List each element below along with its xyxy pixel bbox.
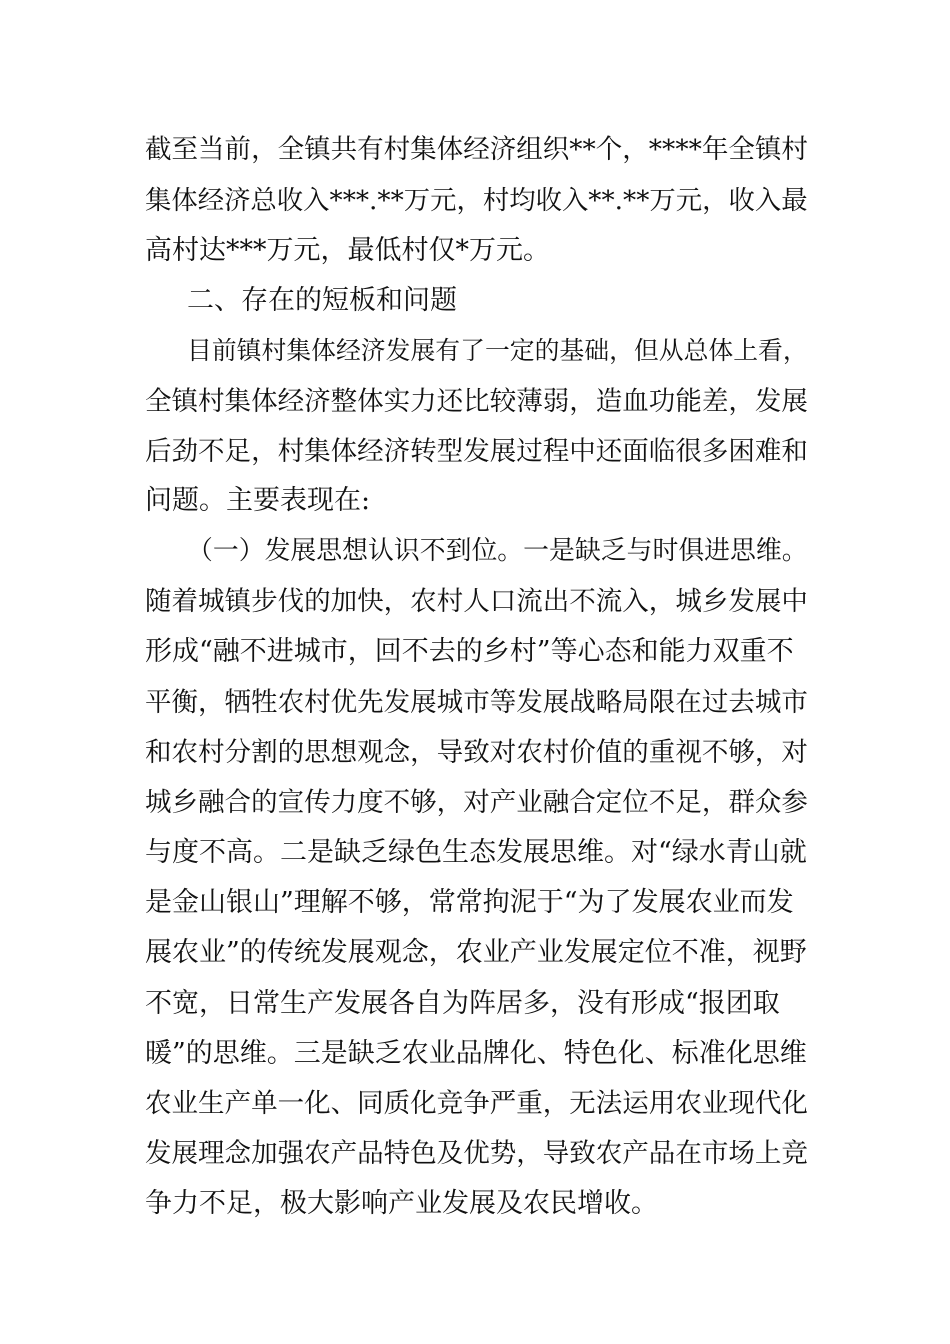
paragraph-line: 和农村分割的思想观念，导致对农村价值的重视不够，对 — [145, 737, 808, 768]
paragraph-line: 后劲不足，村集体经济转型发展过程中还面临很多困难和 — [145, 436, 808, 467]
paragraph-line: 与度不高。二是缺乏绿色生态发展思维。对“绿水青山就 — [145, 837, 807, 868]
section-heading: 二、存在的短板和问题 — [187, 285, 457, 316]
paragraph-line: 形成“融不进城市，回不去的乡村”等心态和能力双重不 — [145, 636, 794, 667]
paragraph-line: 随着城镇步伐的加快，农村人口流出不流入，城乡发展中 — [145, 586, 808, 617]
paragraph-line: 城乡融合的宣传力度不够，对产业融合定位不足，群众参 — [145, 787, 808, 818]
paragraph-line: 是金山银山”理解不够，常常拘泥于“为了发展农业而发 — [145, 887, 794, 918]
paragraph-line: 截至当前，全镇共有村集体经济组织**个，****年全镇村 — [145, 134, 808, 165]
paragraph-line: 全镇村集体经济整体实力还比较薄弱，造血功能差，发展 — [145, 386, 808, 417]
paragraph-line: 问题。主要表现在: — [145, 485, 371, 516]
paragraph-line: 暖”的思维。三是缺乏农业品牌化、特色化、标准化思维 — [145, 1038, 807, 1069]
paragraph-line: 平衡，牺牲农村优先发展城市等发展战略局限在过去城市 — [145, 687, 808, 718]
paragraph-line: 集体经济总收入***.**万元，村均收入**.**万元，收入最 — [145, 186, 808, 216]
paragraph-line: 争力不足，极大影响产业发展及农民增收。 — [145, 1188, 658, 1219]
paragraph-line: （一）发展思想认识不到位。一是缺乏与时俱进思维。 — [187, 536, 808, 566]
paragraph-line: 目前镇村集体经济发展有了一定的基础，但从总体上看， — [187, 336, 808, 365]
paragraph-line: 不宽，日常生产发展各自为阵居多，没有形成“报团取 — [145, 988, 780, 1019]
paragraph-line: 发展理念加强农产品特色及优势，导致农产品在市场上竞 — [145, 1138, 808, 1169]
paragraph-line: 展农业”的传统发展观念，农业产业发展定位不准，视野 — [145, 937, 807, 968]
paragraph-line: 高村达***万元，最低村仅*万元。 — [145, 235, 550, 266]
paragraph-line: 农业生产单一化、同质化竞争严重，无法运用农业现代化 — [145, 1088, 808, 1119]
